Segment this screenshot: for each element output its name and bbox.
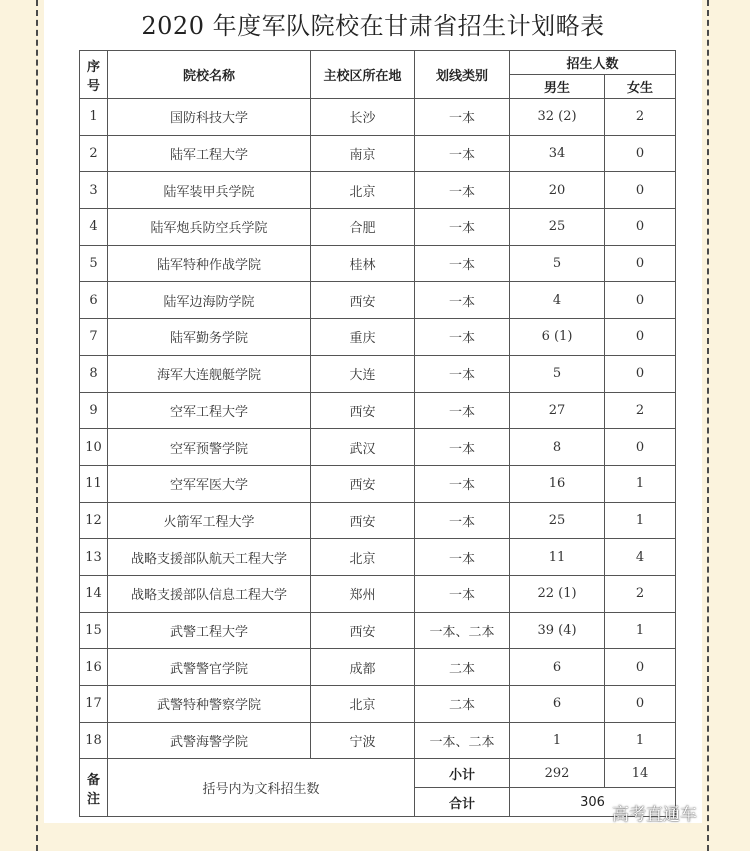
school-city: 桂林	[311, 245, 415, 282]
male-quota: 32 (2)	[510, 99, 605, 136]
school-name: 武警警官学院	[108, 649, 311, 686]
school-city: 北京	[311, 172, 415, 209]
table-row	[80, 502, 676, 539]
row-number: 4	[80, 209, 108, 246]
row-number: 9	[80, 392, 108, 429]
table-row	[80, 575, 676, 612]
right-dashed-border	[707, 0, 709, 851]
batch-type: 一本	[415, 465, 510, 502]
header-female: 女生	[605, 75, 676, 99]
row-number: 10	[80, 429, 108, 466]
table-row	[80, 686, 676, 723]
male-quota: 1	[510, 722, 605, 759]
female-quota: 1	[605, 722, 676, 759]
notes-text: 括号内为文科招生数	[108, 759, 415, 817]
table-row	[80, 209, 676, 246]
table-body	[80, 99, 676, 759]
male-quota: 22 (1)	[510, 575, 605, 612]
batch-type: 一本	[415, 209, 510, 246]
header-school-name: 院校名称	[108, 51, 311, 99]
row-number: 11	[80, 465, 108, 502]
table-row	[80, 722, 676, 759]
female-quota: 2	[605, 575, 676, 612]
row-number: 6	[80, 282, 108, 319]
table-row	[80, 429, 676, 466]
batch-type: 一本	[415, 392, 510, 429]
school-name: 陆军炮兵防空兵学院	[108, 209, 311, 246]
female-quota: 2	[605, 392, 676, 429]
batch-type: 一本	[415, 319, 510, 356]
school-city: 西安	[311, 282, 415, 319]
header-location: 主校区所在地	[311, 51, 415, 99]
school-name: 陆军边海防学院	[108, 282, 311, 319]
school-city: 重庆	[311, 319, 415, 356]
female-quota: 0	[605, 135, 676, 172]
batch-type: 一本	[415, 575, 510, 612]
total-value: 306	[510, 788, 676, 817]
watermark-text: 高考直通车	[612, 805, 697, 825]
batch-type: 一本	[415, 539, 510, 576]
subtotal-female: 14	[605, 759, 676, 788]
header-seq-line1: 序	[86, 59, 100, 75]
table-row	[80, 465, 676, 502]
school-city: 长沙	[311, 99, 415, 136]
school-name: 海军大连舰艇学院	[108, 355, 311, 392]
female-quota: 0	[605, 429, 676, 466]
school-city: 北京	[311, 686, 415, 723]
school-city: 西安	[311, 465, 415, 502]
subtotal-label: 小计	[415, 759, 510, 788]
school-name: 武警海警学院	[108, 722, 311, 759]
row-number: 16	[80, 649, 108, 686]
batch-type: 一本	[415, 429, 510, 466]
row-number: 15	[80, 612, 108, 649]
page-title: 2020 年度军队院校在甘肃省招生计划略表	[141, 12, 605, 40]
male-quota: 6 (1)	[510, 319, 605, 356]
row-number: 12	[80, 502, 108, 539]
row-number: 2	[80, 135, 108, 172]
school-name: 空军工程大学	[108, 392, 311, 429]
total-label: 合计	[415, 788, 510, 817]
subtotal-row	[80, 759, 676, 788]
school-city: 西安	[311, 612, 415, 649]
table-row	[80, 282, 676, 319]
school-name: 战略支援部队信息工程大学	[108, 575, 311, 612]
female-quota: 2	[605, 99, 676, 136]
male-quota: 11	[510, 539, 605, 576]
female-quota: 0	[605, 319, 676, 356]
header-male: 男生	[510, 75, 605, 99]
school-city: 西安	[311, 502, 415, 539]
female-quota: 1	[605, 465, 676, 502]
male-quota: 6	[510, 649, 605, 686]
school-name: 战略支援部队航天工程大学	[108, 539, 311, 576]
school-name: 陆军装甲兵学院	[108, 172, 311, 209]
male-quota: 25	[510, 502, 605, 539]
female-quota: 0	[605, 649, 676, 686]
school-name: 陆军特种作战学院	[108, 245, 311, 282]
male-quota: 25	[510, 209, 605, 246]
male-quota: 4	[510, 282, 605, 319]
table-row	[80, 172, 676, 209]
school-name: 陆军工程大学	[108, 135, 311, 172]
school-city: 南京	[311, 135, 415, 172]
row-number: 7	[80, 319, 108, 356]
notes-label-line2: 注	[86, 791, 100, 807]
table-row	[80, 319, 676, 356]
batch-type: 一本	[415, 502, 510, 539]
table-row	[80, 392, 676, 429]
female-quota: 0	[605, 686, 676, 723]
school-name: 武警工程大学	[108, 612, 311, 649]
batch-type: 二本	[415, 686, 510, 723]
female-quota: 0	[605, 282, 676, 319]
row-number: 14	[80, 575, 108, 612]
school-name: 火箭军工程大学	[108, 502, 311, 539]
batch-type: 二本	[415, 649, 510, 686]
female-quota: 0	[605, 172, 676, 209]
header-batch: 划线类别	[415, 51, 510, 99]
batch-type: 一本、二本	[415, 722, 510, 759]
table-row	[80, 135, 676, 172]
school-name: 空军预警学院	[108, 429, 311, 466]
school-name: 陆军勤务学院	[108, 319, 311, 356]
school-name: 国防科技大学	[108, 99, 311, 136]
header-seq	[80, 51, 108, 99]
subtotal-male: 292	[510, 759, 605, 788]
school-name: 武警特种警察学院	[108, 686, 311, 723]
school-city: 西安	[311, 392, 415, 429]
table-row	[80, 99, 676, 136]
admission-plan-table	[79, 50, 676, 817]
batch-type: 一本	[415, 245, 510, 282]
school-city: 北京	[311, 539, 415, 576]
female-quota: 4	[605, 539, 676, 576]
school-city: 大连	[311, 355, 415, 392]
row-number: 13	[80, 539, 108, 576]
batch-type: 一本、二本	[415, 612, 510, 649]
row-number: 5	[80, 245, 108, 282]
row-number: 18	[80, 722, 108, 759]
row-number: 8	[80, 355, 108, 392]
school-city: 武汉	[311, 429, 415, 466]
header-quota: 招生人数	[510, 51, 676, 75]
table-row	[80, 649, 676, 686]
notes-label-line1: 备	[86, 772, 100, 788]
row-number: 1	[80, 99, 108, 136]
batch-type: 一本	[415, 355, 510, 392]
school-city: 合肥	[311, 209, 415, 246]
female-quota: 0	[605, 355, 676, 392]
table-row	[80, 612, 676, 649]
left-dashed-border	[36, 0, 38, 851]
table-row	[80, 355, 676, 392]
female-quota: 0	[605, 209, 676, 246]
row-number: 17	[80, 686, 108, 723]
male-quota: 8	[510, 429, 605, 466]
batch-type: 一本	[415, 282, 510, 319]
header-row	[80, 51, 676, 75]
male-quota: 16	[510, 465, 605, 502]
header-seq-line2: 号	[86, 78, 100, 94]
batch-type: 一本	[415, 172, 510, 209]
school-name: 空军军医大学	[108, 465, 311, 502]
row-number: 3	[80, 172, 108, 209]
school-city: 成都	[311, 649, 415, 686]
batch-type: 一本	[415, 99, 510, 136]
female-quota: 1	[605, 612, 676, 649]
male-quota: 6	[510, 686, 605, 723]
school-city: 郑州	[311, 575, 415, 612]
table-row	[80, 539, 676, 576]
school-city: 宁波	[311, 722, 415, 759]
male-quota: 5	[510, 355, 605, 392]
batch-type: 一本	[415, 135, 510, 172]
notes-label	[80, 759, 108, 817]
female-quota: 1	[605, 502, 676, 539]
male-quota: 39 (4)	[510, 612, 605, 649]
male-quota: 27	[510, 392, 605, 429]
female-quota: 0	[605, 245, 676, 282]
document-page	[44, 0, 702, 823]
male-quota: 34	[510, 135, 605, 172]
male-quota: 20	[510, 172, 605, 209]
male-quota: 5	[510, 245, 605, 282]
table-row	[80, 245, 676, 282]
